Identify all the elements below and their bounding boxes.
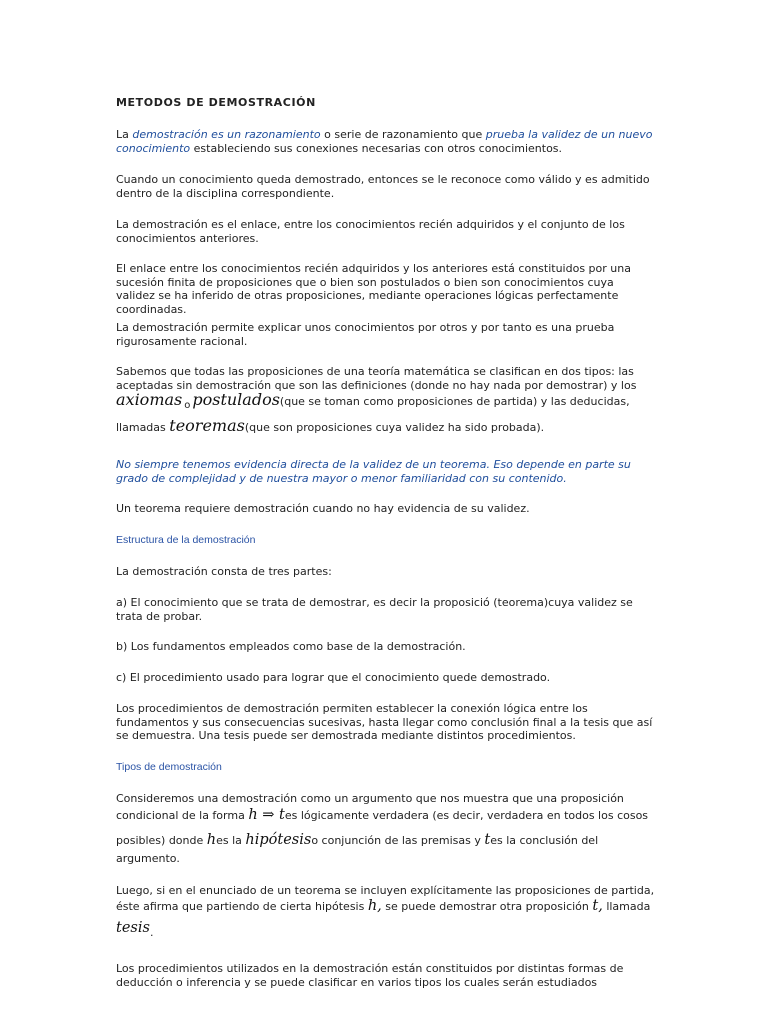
paragraph-2: Cuando un conocimiento queda demostrado, entonces se le reconoce como válido y es admitido dentro de la disciplina correspondiente. (116, 173, 650, 200)
math-h-comma: h, (367, 898, 382, 914)
section-heading-estructura: Estructura de la demostración (116, 534, 256, 546)
paragraph-11: b) Los fundamentos empleados como base de la demostración. (116, 640, 466, 653)
text: es la (216, 834, 246, 847)
paragraph-15-line-3 (116, 920, 656, 939)
paragraph-13: Los procedimientos de demostración permiten establecer la conexión lógica entre los fundamentos y sus consecuencias sucesivas, hasta llegar como conclusión final a la tesis que así se demuestra. Una tesis puede ser demostrada mediante distintos procedimientos. (116, 702, 653, 743)
text-dot: . (149, 926, 154, 939)
text: es la conclusión del (490, 834, 599, 847)
section-heading-tipos: Tipos de demostración (116, 761, 222, 773)
paragraph-6-line-axiomas (116, 390, 656, 411)
paragraph-3: La demostración es el enlace, entre los conocimientos recién adquiridos y el conjunto de los conocimientos anteriores. (116, 218, 625, 245)
paragraph-5: La demostración permite explicar unos conocimientos por otros y por tanto es una prueba rigurosamente racional. (116, 321, 615, 348)
paragraph-definition (116, 128, 656, 155)
math-tesis: tesis (116, 920, 150, 936)
paragraph-14-line-4: argumento. (116, 852, 180, 865)
paragraph-15-line-2 (116, 900, 656, 914)
text: condicional de la forma (116, 809, 249, 822)
text: Sabemos que todas las proposiciones de una teoría matemática se clasifican en dos tipos: las aceptadas sin demostración que son las definiciones (donde no hay nada por demostrar) y los (116, 365, 637, 392)
paragraph-16: Los procedimientos utilizados en la demostración están constituidos por distintas formas de deducción o inferencia y se puede clasificar en varios tipos los cuales serán estudiados (116, 962, 624, 989)
paragraph-6-line-teoremas (116, 416, 656, 435)
math-t-comma: t, (592, 898, 603, 914)
text-o: o (184, 400, 191, 411)
math-t: t (484, 832, 491, 848)
paragraph-12: c) El procedimiento usado para lograr que el conocimiento quede demostrado. (116, 671, 551, 684)
math-h: h (206, 832, 217, 848)
paragraph-14-line-2 (116, 809, 656, 823)
page-title: METODOS DE DEMOSTRACIÓN (116, 96, 316, 109)
text: (que se toman como proposiciones de partida) y las deducidas, (279, 395, 630, 408)
paragraph-15-line-1: Luego, si en el enunciado de un teorema se incluyen explícitamente las proposiciones de partida, (116, 884, 655, 897)
text: (que son proposiciones cuya validez ha sido probada). (244, 421, 545, 434)
text: o serie de razonamiento que (320, 128, 486, 141)
paragraph-14-line-3 (116, 834, 656, 848)
math-teoremas: teoremas (169, 416, 245, 435)
text: La (116, 128, 133, 141)
text: es lógicamente verdadera (es decir, verdadera en todos los cosos (284, 809, 649, 822)
text: se puede demostrar otra proposición (381, 900, 593, 913)
text: o conjunción de las premisas y (311, 834, 485, 847)
math-hipotesis: hipótesis (245, 832, 312, 848)
highlight-demostracion: demostración es un razonamiento (132, 128, 321, 141)
paragraph-4: El enlace entre los conocimientos recién adquiridos y los anteriores está constituidos por una sucesión finita de proposiciones que o bien son postulados o bien son conocimientos cuya validez se ha inferido de otras proposiciones, mediante operaciones lógicas perfectamente coordinadas. (116, 262, 631, 316)
highlight-prueba: prueba la validez de un nuevo conocimiento (116, 128, 653, 155)
paragraph-9: La demostración consta de tres partes: (116, 565, 332, 578)
text: llamada (602, 900, 651, 913)
text: éste afirma que partiendo de cierta hipótesis (116, 900, 368, 913)
text: posibles) donde (116, 834, 207, 847)
paragraph-8: Un teorema requiere demostración cuando no hay evidencia de su validez. (116, 502, 530, 515)
paragraph-14-line-1: Consideremos una demostración como un argumento que nos muestra que una proposición (116, 792, 624, 805)
math-postulados: postulados (192, 390, 280, 409)
text: estableciendo sus conexiones necesarias con otros conocimientos. (190, 141, 563, 155)
text: llamadas (116, 421, 170, 434)
math-axiomas: axiomas (116, 390, 183, 409)
paragraph-6 (116, 365, 656, 392)
paragraph-7-italic: No siempre tenemos evidencia directa de la validez de un teorema. Eso depende en parte su grado de complejidad y de nuestra mayor o menor familiaridad con su contenido. (116, 458, 631, 485)
math-h-implies-t: h ⇒ t (248, 807, 285, 823)
paragraph-10: a) El conocimiento que se trata de demostrar, es decir la proposició (teorema)cuya validez se trata de probar. (116, 596, 633, 623)
